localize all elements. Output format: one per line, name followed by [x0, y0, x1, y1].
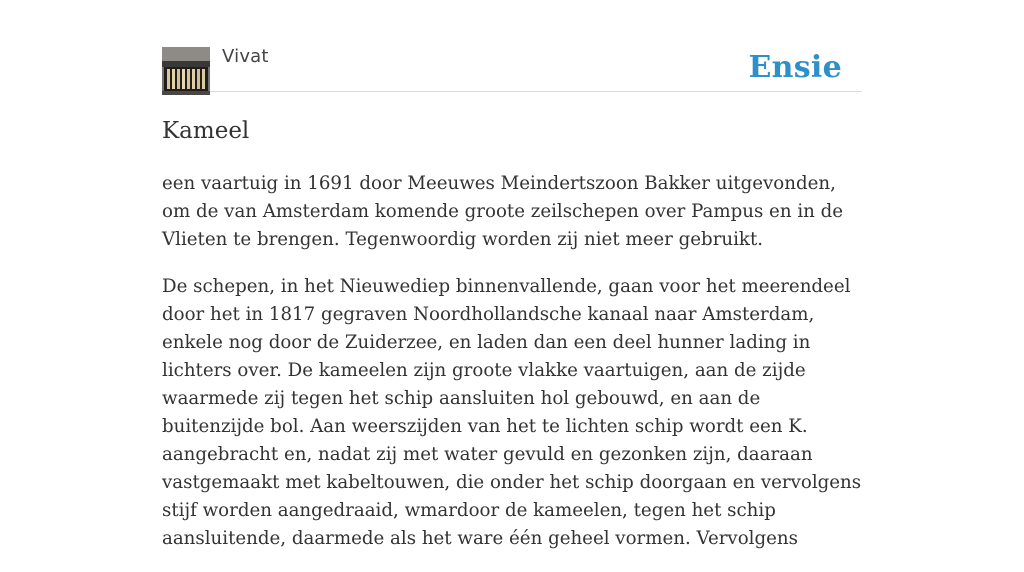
- article-title: Kameel: [162, 118, 250, 144]
- avatar-image: [162, 47, 210, 95]
- author-avatar[interactable]: [162, 47, 210, 95]
- article-body: [162, 170, 862, 553]
- article-page: [162, 0, 862, 572]
- article-paragraph: een vaartuig in 1691 door Meeuwes Meindertszoon Bakker uitgevonden, om de van Amsterdam komende groote zeilschepen over Pampus en in de Vlieten te brengen. Tegenwoordig worden zij niet meer gebruikt.: [162, 173, 844, 250]
- brand-logo[interactable]: Ensie: [748, 50, 842, 85]
- article-header: [162, 0, 862, 92]
- author-name[interactable]: Vivat: [222, 46, 269, 67]
- article-paragraph: De schepen, in het Nieuwediep binnenvallende, gaan voor het meerendeel door het in 1817 gegraven Noordhollandsche kanaal naar Amsterdam, enkele nog door de Zuiderzee, en laden dan een deel hunner lading in lichters over. De kameelen zijn groote vlakke vaartuigen, aan de zijde waarmede zij tegen het schip aansluiten hol gebouwd, en aan de buitenzijde bol. Aan weerszijden van het te lichten schip wordt een K. aangebracht en, nadat zij met water gevuld en gezonken zijn, daaraan vastgemaakt met kabeltouwen, die onder het schip doorgaan en vervolgens stijf worden aangedraaid, wmardoor de kameelen, tegen het schip aansluitende, daarmede als het ware één geheel vormen. Vervolgens: [162, 276, 862, 549]
